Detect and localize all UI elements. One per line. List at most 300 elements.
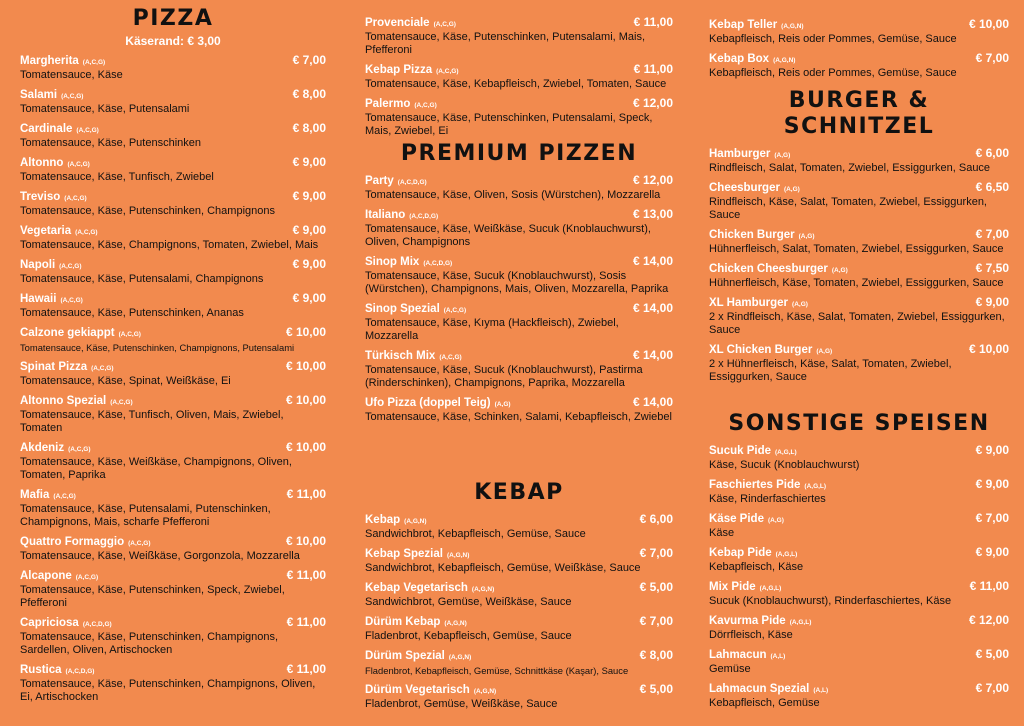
menu-item-hawaii[interactable] [20,289,326,320]
menu-item-header [20,532,326,550]
menu-item-price: € 9,00 [975,295,1009,309]
menu-item-description: Tomatensauce, Käse, Kebapfleisch, Zwiebel, Tomaten, Sauce [365,78,667,90]
menu-item-ufo-pizza-doppel-teig[interactable] [365,393,673,424]
menu-item-lahmacun-spezial[interactable] [709,679,1009,710]
menu-section-continued [709,12,1009,80]
menu-item-description: Tomatensauce, Käse, Putenschinken, Champignons, Putensalami [20,342,295,353]
allergen-codes: (A,G) [798,233,815,240]
menu-item-header [20,119,326,137]
menu-item-price: € 6,00 [975,146,1009,160]
menu-item-header [709,15,1009,33]
allergen-codes: (A,G,N) [404,518,427,525]
section-heading: KEBAP [474,480,564,505]
menu-item-header [365,299,673,317]
menu-item-name: Party [365,175,394,187]
menu-item-header [20,51,326,69]
menu-item-name: Alcapone [20,570,72,582]
menu-item-header [709,475,1009,493]
allergen-codes: (A,G,N) [448,654,472,661]
menu-item-description: Kebapfleisch, Käse [709,561,804,573]
menu-item-header [365,393,673,411]
allergen-codes: (A,C,G) [414,102,437,109]
allergen-codes: (A,G) [831,267,848,274]
menu-item-lahmacun[interactable] [709,645,1009,676]
menu-item-name: Spinat Pizza [20,361,88,373]
menu-item-title [365,578,494,596]
allergen-codes: (A,G,N) [446,552,470,559]
allergen-codes: (A,L) [770,653,786,660]
allergen-codes: (A,C,G) [61,93,84,100]
menu-item-name: XL Chicken Burger [709,344,813,356]
menu-item-title [709,15,804,33]
menu-item-spinat-pizza[interactable] [20,357,326,388]
allergen-codes: (A,C,G) [75,574,99,581]
menu-item-header [365,60,673,78]
menu-item-name: Kebap Teller [709,19,778,31]
menu-item-price: € 7,00 [975,511,1009,525]
menu-item-description: Tomatensauce, Käse, Putenschinken, Champignons, Sardellen, Oliven, Artischocken [20,631,279,656]
menu-item-provenciale[interactable] [365,13,673,57]
menu-item-header [365,544,673,562]
menu-item-header [20,153,326,171]
menu-item-title [365,252,452,270]
menu-item-header [20,255,326,273]
menu-item-header [709,144,1009,162]
menu-item-description: Tomatensauce, Käse, Weißkäse, Champignons, Oliven, Tomaten, Paprika [20,456,292,481]
menu-item-description: Sandwichbrot, Kebapfleisch, Gemüse, Sauce [365,528,586,540]
menu-item-price: € 14,00 [632,348,673,362]
menu-item-description: Fladenbrot, Gemüse, Weißkäse, Sauce [365,698,558,710]
menu-item-title [20,485,76,503]
menu-item-party[interactable] [365,171,673,202]
menu-item-header [365,13,673,31]
allergen-codes: (A,G,L) [775,449,797,456]
menu-item-kebap-pide[interactable] [709,543,1009,574]
menu-item-title [709,225,815,243]
menu-item-description: Tomatensauce, Käse, Putenschinken, Speck, Zwiebel, Pfefferoni [20,584,285,609]
menu-item-description: Tomatensauce, Käse, Putensalami, Champignons [20,273,264,285]
menu-item-description: Tomatensauce, Käse, Spinat, Weißkäse, Ei [20,375,231,387]
menu-item-description: Sucuk (Knoblauchwurst), Rinderfaschiertes, Käse [709,595,952,607]
menu-item-italiano[interactable] [365,205,673,249]
menu-item-chicken-burger[interactable] [709,225,1009,256]
menu-item-price: € 9,00 [292,189,326,203]
menu-item-price: € 14,00 [632,395,673,409]
menu-item-name: Sucuk Pide [709,445,771,457]
menu-item-price: € 9,00 [292,257,326,271]
allergen-codes: (A,C,G) [59,263,82,270]
menu-item-title [20,119,99,137]
allergen-codes: (A,G) [792,301,808,308]
menu-item-price: € 9,00 [292,291,326,305]
menu-item-kebap-vegetarisch[interactable] [365,578,673,609]
menu-item-altonno[interactable] [20,153,326,184]
menu-item-sinop-spezial[interactable] [365,299,673,343]
menu-item-name: Dürüm Kebap [365,616,441,628]
menu-item-description: Gemüse [709,663,751,675]
menu-item-title [20,613,112,631]
menu-item-price: € 11,00 [286,487,326,501]
allergen-codes: (A,C,G) [76,127,99,134]
menu-item-header [20,613,326,631]
menu-item-name: Kebap [365,514,401,526]
menu-item-description: Tomatensauce, Käse, Tunfisch, Oliven, Mais, Zwiebel, Tomaten [20,409,284,434]
allergen-codes: (A,G,L) [804,483,827,490]
menu-section-kebap [365,480,673,711]
menu-item-header [365,510,673,528]
menu-item-title [20,391,133,409]
menu-item-name: Sinop Spezial [365,303,440,315]
menu-item-header [709,178,1009,196]
menu-item-title [709,441,797,459]
menu-item-title [709,577,781,595]
allergen-codes: (A,C,G) [439,354,462,361]
menu-item-kebap[interactable] [365,510,673,541]
section-heading: PREMIUM PIZZEN [400,141,638,166]
menu-item-name: Lahmacun Spezial [709,683,810,695]
menu-item-price: € 5,00 [639,682,673,696]
menu-item-price: € 10,00 [968,342,1009,356]
menu-item-header [709,679,1009,697]
menu-item-header [709,543,1009,561]
menu-item-description: Tomatensauce, Käse, Putenschinken, Putensalami, Speck, Mais, Zwiebel, Ei [365,112,653,137]
menu-item-price: € 9,00 [292,155,326,169]
menu-item-price: € 14,00 [632,301,673,315]
section-heading: PIZZA [132,6,214,31]
allergen-codes: (A,C,G) [60,297,83,304]
menu-item-header [20,85,326,103]
menu-item-vegetaria[interactable] [20,221,326,252]
menu-item-description: Tomatensauce, Käse, Putenschinken [20,137,202,149]
allergen-codes: (A,C,G) [110,399,133,406]
section-heading: BURGER & SCHNITZEL [783,88,935,139]
menu-item-kavurma-pide[interactable] [709,611,1009,642]
menu-item-price: € 6,50 [975,180,1009,194]
menu-item-header [20,485,326,503]
menu-item-napoli[interactable] [20,255,326,286]
menu-item-header [20,289,326,307]
menu-item-description: Tomatensauce, Käse, Putenschinken, Champignons [20,205,275,217]
menu-item-description: Fladenbrot, Kebapfleisch, Gemüse, Schnittkäse (Kaşar), Sauce [365,665,629,676]
menu-item-title [709,259,848,277]
menu-item-treviso[interactable] [20,187,326,218]
menu-item-durum-spezial[interactable] [365,646,673,677]
cheese-crust-note: Käserand: € 3,00 [125,34,221,48]
menu-item-name: Cheesburger [709,182,780,194]
allergen-codes: (A,L) [813,687,829,694]
menu-item-title [20,566,98,584]
allergen-codes: (A,C,G) [75,229,98,236]
menu-item-price: € 6,00 [639,512,673,526]
menu-item-price: € 8,00 [639,648,673,662]
menu-item-faschiertes-pide[interactable] [709,475,1009,506]
menu-item-name: Italiano [365,209,406,221]
menu-item-price: € 7,00 [975,681,1009,695]
menu-item-durum-kebap[interactable] [365,612,673,643]
menu-item-name: Lahmacun [709,649,767,661]
menu-item-turkisch-mix[interactable] [365,346,673,390]
menu-item-kebap-spezial[interactable] [365,544,673,575]
allergen-codes: (A,C,G) [436,68,459,75]
menu-item-price: € 7,00 [292,53,326,67]
allergen-codes: (A,C,G) [64,195,87,202]
menu-item-name: Rustica [20,664,62,676]
menu-item-description: Tomatensauce, Käse, Putensalami, Putenschinken, Champignons, Mais, scharfe Pfefferoni [20,503,271,528]
menu-item-name: Vegetaria [20,225,72,237]
menu-item-description: Tomatensauce, Käse, Putenschinken, Champignons, Oliven, Ei, Artischocken [20,678,316,703]
menu-item-price: € 7,00 [975,227,1009,241]
menu-section-premium-pizzen [365,141,673,424]
menu-item-hamburger[interactable] [709,144,1009,175]
menu-item-name: Käse Pide [709,513,764,525]
menu-item-title [709,509,784,527]
menu-item-cardinale[interactable] [20,119,326,150]
menu-item-header [709,225,1009,243]
menu-item-name: Hamburger [709,148,771,160]
menu-item-altonno-spezial[interactable] [20,391,326,435]
menu-item-kase-pide[interactable] [709,509,1009,540]
menu-item-header [709,441,1009,459]
menu-item-name: Kebap Spezial [365,548,443,560]
allergen-codes: (A,G,L) [789,619,812,626]
menu-item-price: € 12,00 [632,96,673,110]
menu-item-quattro-formaggio[interactable] [20,532,326,563]
menu-item-title [365,544,469,562]
menu-item-description: Rindfleisch, Salat, Tomaten, Zwiebel, Essiggurken, Sauce [709,162,991,174]
menu-item-header [365,346,673,364]
menu-item-title [365,171,427,189]
allergen-codes: (A,G) [494,401,511,408]
menu-item-description: Rindfleisch, Käse, Salat, Tomaten, Zwiebel, Essiggurken, Sauce [709,196,987,221]
menu-item-cheesburger[interactable] [709,178,1009,222]
menu-item-title [709,645,785,663]
menu-item-price: € 11,00 [969,579,1009,593]
menu-item-title [365,13,456,31]
menu-item-sinop-mix[interactable] [365,252,673,296]
menu-item-description: Sandwichbrot, Gemüse, Weißkäse, Sauce [365,596,572,608]
menu-item-name: Margherita [20,55,79,67]
menu-item-title [20,85,83,103]
menu-item-name: Calzone gekiappt [20,327,115,339]
menu-item-header [20,323,326,341]
menu-item-title [365,612,467,630]
menu-item-price: € 10,00 [285,325,326,339]
menu-item-kebap-box[interactable] [709,49,1009,80]
allergen-codes: (A,C,D,G) [65,668,95,675]
menu-item-description: Kebapfleisch, Reis oder Pommes, Gemüse, Sauce [709,67,957,79]
menu-item-title [365,346,462,364]
menu-item-margherita[interactable] [20,51,326,82]
menu-item-title [20,323,141,341]
menu-item-price: € 11,00 [633,62,673,76]
menu-item-description: Hühnerfleisch, Käse, Tomaten, Zwiebel, Essiggurken, Sauce [709,277,1004,289]
menu-item-description: Käse [709,527,735,539]
menu-item-name: Dürüm Spezial [365,650,445,662]
menu-item-price: € 11,00 [286,615,326,629]
menu-item-header [709,293,1009,311]
menu-item-price: € 10,00 [285,440,326,454]
menu-item-name: Hawaii [20,293,57,305]
menu-item-title [709,49,795,67]
menu-item-akdeniz[interactable] [20,438,326,482]
menu-item-capriciosa[interactable] [20,613,326,657]
menu-item-name: Dürüm Vegetarisch [365,684,470,696]
menu-item-title [20,357,114,375]
menu-item-price: € 12,00 [968,613,1009,627]
menu-section-burger-schnitzel [709,88,1009,384]
menu-item-price: € 7,00 [639,546,673,560]
menu-item-rustica[interactable] [20,660,326,704]
allergen-codes: (A,G,N) [781,23,804,30]
menu-item-price: € 10,00 [285,359,326,373]
menu-item-kebap-pizza[interactable] [365,60,673,91]
menu-item-name: Altonno Spezial [20,395,107,407]
menu-item-name: Kebap Pide [709,547,772,559]
menu-item-description: Tomatensauce, Käse, Sucuk (Knoblauchwurst), Pastirma (Rinderschinken), Champignons, Paprika, Mozzarella [365,364,643,389]
menu-item-chicken-cheesburger[interactable] [709,259,1009,290]
menu-item-title [365,680,496,698]
menu-item-header [365,578,673,596]
menu-item-title [20,153,90,171]
allergen-codes: (A,C,D,G) [82,621,112,628]
allergen-codes: (A,C,G) [67,161,90,168]
menu-item-description: Tomatensauce, Käse, Oliven, Sosis (Würstchen), Mozzarella [365,189,661,201]
menu-item-title [709,144,790,162]
menu-item-price: € 14,00 [632,254,673,268]
menu-item-header [709,577,1009,595]
menu-item-title [709,178,800,196]
menu-item-description: Hühnerfleisch, Salat, Tomaten, Zwiebel, Essiggurken, Sauce [709,243,1004,255]
menu-item-header [365,171,673,189]
allergen-codes: (A,G,L) [775,551,798,558]
menu-item-title [365,205,438,223]
menu-item-title [20,660,94,678]
menu-item-price: € 10,00 [968,17,1009,31]
menu-item-price: € 8,00 [292,87,326,101]
menu-item-header [365,94,673,112]
menu-item-description: Tomatensauce, Käse, Weißkäse, Sucuk (Knoblauchwurst), Oliven, Champignons [365,223,651,248]
menu-item-title [20,532,151,550]
menu-item-name: Provenciale [365,17,430,29]
menu-item-price: € 7,00 [975,51,1009,65]
allergen-codes: (A,G) [774,152,791,159]
menu-item-title [365,510,427,528]
menu-item-title [365,299,466,317]
menu-item-salami[interactable] [20,85,326,116]
menu-item-header [709,509,1009,527]
menu-item-description: Tomatensauce, Käse, Putenschinken, Ananas [20,307,244,319]
menu-item-alcapone[interactable] [20,566,326,610]
menu-item-price: € 11,00 [286,568,326,582]
menu-item-name: Salami [20,89,58,101]
menu-item-name: Chicken Burger [709,229,795,241]
menu-item-title [709,293,808,311]
menu-item-name: Quattro Formaggio [20,536,125,548]
menu-item-description: Tomatensauce, Käse, Putenschinken, Putensalami, Mais, Pfefferoni [365,31,646,56]
menu-item-header [20,357,326,375]
menu-item-name: XL Hamburger [709,297,789,309]
allergen-codes: (A,C,G) [68,446,91,453]
menu-item-header [709,611,1009,629]
menu-item-title [709,340,832,358]
menu-item-title [365,94,437,112]
allergen-codes: (A,G,L) [759,585,782,592]
menu-item-name: Türkisch Mix [365,350,436,362]
menu-item-sucuk-pide[interactable] [709,441,1009,472]
menu-item-title [709,475,826,493]
menu-item-mix-pide[interactable] [709,577,1009,608]
menu-item-xl-hamburger[interactable] [709,293,1009,337]
menu-item-name: Cardinale [20,123,73,135]
menu-item-price: € 10,00 [285,393,326,407]
allergen-codes: (A,G,N) [473,688,497,695]
menu-item-name: Kebap Box [709,53,770,65]
menu-item-description: Kebapfleisch, Gemüse [709,697,820,709]
menu-item-kebap-teller[interactable] [709,15,1009,46]
menu-item-name: Kavurma Pide [709,615,786,627]
menu-item-header [709,645,1009,663]
menu-item-header [365,205,673,223]
menu-item-header [709,49,1009,67]
menu-item-header [365,680,673,698]
menu-item-header [365,646,673,664]
menu-section-pizza [20,6,326,704]
menu-item-price: € 11,00 [633,15,673,29]
menu-item-calzone-gekiappt[interactable] [20,323,326,354]
allergen-codes: (A,C,G) [53,493,76,500]
menu-item-name: Kebap Pizza [365,64,433,76]
allergen-codes: (A,C,G) [433,21,456,28]
menu-item-name: Capriciosa [20,617,79,629]
allergen-codes: (A,C,G) [128,540,151,547]
menu-item-price: € 5,00 [639,580,673,594]
allergen-codes: (A,C,D,G) [423,260,453,267]
menu-item-name: Treviso [20,191,61,203]
menu-item-header [20,566,326,584]
menu-item-palermo[interactable] [365,94,673,138]
menu-item-durum-vegetarisch[interactable] [365,680,673,711]
menu-item-header [20,438,326,456]
menu-item-description: 2 x Hühnerfleisch, Käse, Salat, Tomaten, Zwiebel, Essiggurken, Sauce [709,358,952,383]
menu-item-xl-chicken-burger[interactable] [709,340,1009,384]
menu-item-description: Tomatensauce, Käse, Putensalami [20,103,190,115]
menu-item-title [709,611,811,629]
menu-item-name: Altonno [20,157,64,169]
menu-item-name: Chicken Cheesburger [709,263,828,275]
menu-item-description: Sandwichbrot, Kebapfleisch, Gemüse, Weißkäse, Sauce [365,562,641,574]
menu-item-price: € 9,00 [975,443,1009,457]
menu-item-title [20,255,82,273]
allergen-codes: (A,C,G) [82,59,106,66]
menu-item-name: Mix Pide [709,581,756,593]
menu-item-description: Dörrfleisch, Käse [709,629,793,641]
menu-item-title [709,543,797,561]
menu-item-price: € 11,00 [286,662,326,676]
menu-item-title [20,289,83,307]
menu-item-description: Käse, Rinderfaschiertes [709,493,826,505]
allergen-codes: (A,G) [816,348,833,355]
menu-item-title [365,60,459,78]
menu-item-price: € 12,00 [632,173,673,187]
menu-item-name: Mafia [20,489,50,501]
menu-item-mafia[interactable] [20,485,326,529]
menu-item-header [365,252,673,270]
menu-item-name: Napoli [20,259,56,271]
menu-item-price: € 7,50 [975,261,1009,275]
allergen-codes: (A,G,N) [471,586,495,593]
allergen-codes: (A,C,G) [443,307,467,314]
menu-item-description: Tomatensauce, Käse, Tunfisch, Zwiebel [20,171,214,183]
